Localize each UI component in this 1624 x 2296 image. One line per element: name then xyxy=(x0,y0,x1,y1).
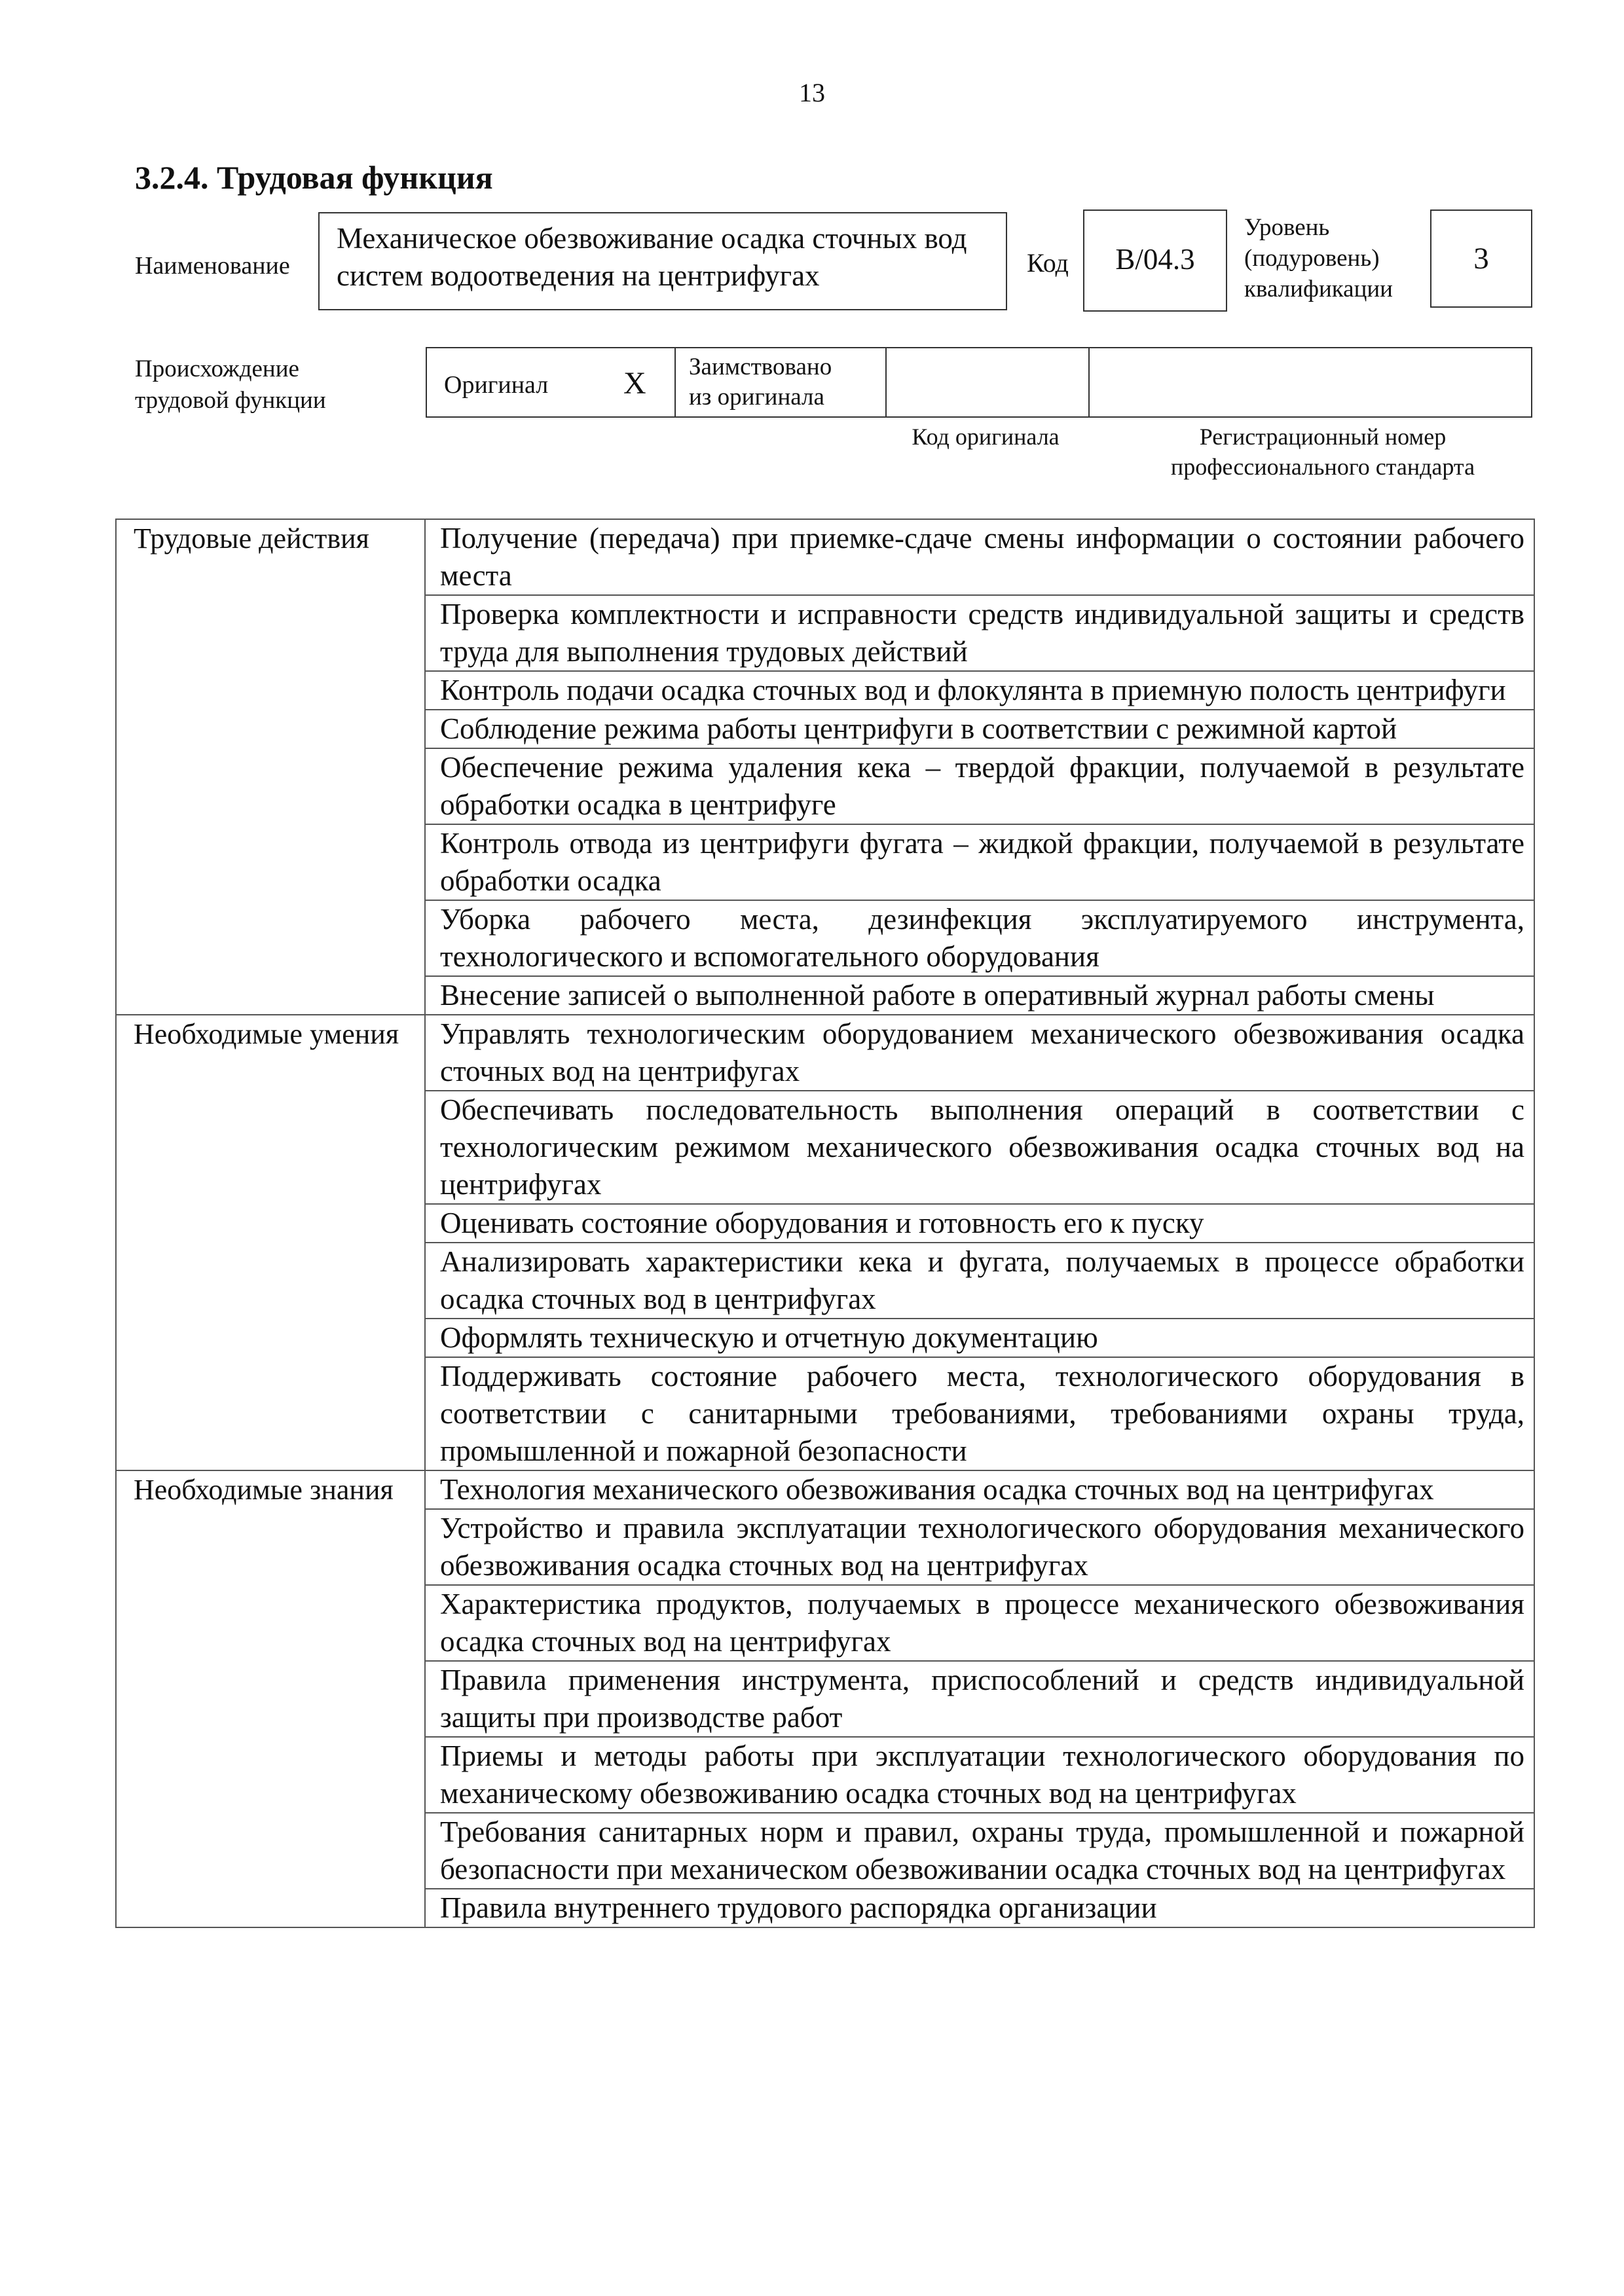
code-label: Код xyxy=(1027,248,1069,278)
origin-label-line2: трудовой функции xyxy=(135,387,326,414)
name-label: Наименование xyxy=(135,252,290,280)
code-value-box xyxy=(1083,210,1227,312)
level-value: 3 xyxy=(1473,242,1489,276)
table-cell: Получение (передача) при приемке-сдаче смены информации о состоянии рабочего места xyxy=(425,519,1534,595)
table-row xyxy=(116,1015,1534,1091)
table-cell: Правила применения инструмента, приспособлений и средств индивидуальной защиты при производстве работ xyxy=(425,1661,1534,1737)
table-cell: Правила внутреннего трудового распорядка организации xyxy=(425,1889,1534,1927)
table-cell: Обеспечение режима удаления кека – твердой фракции, получаемой в результате обработки осадка в центрифуге xyxy=(425,748,1534,824)
table-cell: Устройство и правила эксплуатации технологического оборудования механического обезвоживания осадка сточных вод на центрифугах xyxy=(425,1509,1534,1585)
table-cell: Требования санитарных норм и правил, охраны труда, промышленной и пожарной безопасности при механическом обезвоживании осадка сточных вод на центрифугах xyxy=(425,1813,1534,1889)
table-cell: Поддерживать состояние рабочего места, технологического оборудования в соответствии с санитарными требованиями, требованиями охраны труда, промышленной и пожарной безопасности xyxy=(425,1357,1534,1470)
category-cell-knowledge: Необходимые знания xyxy=(116,1470,425,1927)
table-cell: Управлять технологическим оборудованием механического обезвоживания осадка сточных вод на центрифугах xyxy=(425,1015,1534,1091)
name-value: Механическое обезвоживание осадка сточных вод систем водоотведения на центрифугах xyxy=(337,222,967,292)
table-cell: Проверка комплектности и исправности средств индивидуальной защиты и средств труда для выполнения трудовых действий xyxy=(425,595,1534,671)
level-label-line3: квалификации xyxy=(1244,276,1393,302)
table-cell: Контроль отвода из центрифуги фугата – жидкой фракции, получаемой в результате обработки осадка xyxy=(425,824,1534,900)
level-value-box xyxy=(1430,210,1532,308)
table-cell: Оценивать состояние оборудования и готовность его к пуску xyxy=(425,1204,1534,1243)
level-label-line2: (подуровень) xyxy=(1244,245,1380,272)
category-cell-actions: Трудовые действия xyxy=(116,519,425,1015)
table-cell: Технология механического обезвоживания осадка сточных вод на центрифугах xyxy=(425,1470,1534,1509)
origin-divider-2 xyxy=(885,348,887,416)
origin-divider-1 xyxy=(674,348,676,416)
table-cell: Обеспечивать последовательность выполнения операций в соответствии с технологическим режимом механического обезвоживания осадка сточных вод на центрифугах xyxy=(425,1091,1534,1204)
page-number: 13 xyxy=(799,78,825,107)
origin-divider-3 xyxy=(1088,348,1090,416)
table-cell: Приемы и методы работы при эксплуатации технологического оборудования по механическому обезвоживанию осадка сточных вод на центрифугах xyxy=(425,1737,1534,1813)
origin-label xyxy=(135,354,326,416)
reg-caption-line1: Регистрационный номер xyxy=(1199,424,1447,450)
original-mark: X xyxy=(623,366,646,401)
borrowed-label-line1: Заимствовано xyxy=(689,354,832,380)
table-row xyxy=(116,519,1534,595)
borrowed-label xyxy=(689,352,832,412)
table-cell: Уборка рабочего места, дезинфекция эксплуатируемого инструмента, технологического и вспомогательного оборудования xyxy=(425,900,1534,976)
function-table xyxy=(115,519,1535,1928)
section-title: 3.2.4. Трудовая функция xyxy=(135,159,493,196)
code-original-caption: Код оригинала xyxy=(912,424,1060,450)
level-label xyxy=(1244,212,1393,304)
original-label: Оригинал xyxy=(444,371,549,399)
level-label-line1: Уровень xyxy=(1244,214,1330,241)
origin-box xyxy=(426,347,1532,418)
table-cell: Соблюдение режима работы центрифуги в соответствии с режимной картой xyxy=(425,710,1534,748)
reg-number-caption xyxy=(1113,422,1532,482)
table-cell: Внесение записей о выполненной работе в оперативный журнал работы смены xyxy=(425,976,1534,1015)
table-row xyxy=(116,1470,1534,1509)
table-cell: Оформлять техническую и отчетную документацию xyxy=(425,1319,1534,1357)
borrowed-label-line2: из оригинала xyxy=(689,384,824,410)
table-cell: Контроль подачи осадка сточных вод и флокулянта в приемную полость центрифуги xyxy=(425,671,1534,710)
table-cell: Анализировать характеристики кека и фугата, получаемых в процессе обработки осадка сточных вод в центрифугах xyxy=(425,1243,1534,1319)
reg-caption-line2: профессионального стандарта xyxy=(1170,454,1475,480)
table-cell: Характеристика продуктов, получаемых в процессе механического обезвоживания осадка сточных вод на центрифугах xyxy=(425,1585,1534,1661)
category-cell-skills: Необходимые умения xyxy=(116,1015,425,1470)
origin-label-line1: Происхождение xyxy=(135,355,299,382)
code-value: B/04.3 xyxy=(1115,243,1195,276)
name-value-box xyxy=(318,212,1007,310)
